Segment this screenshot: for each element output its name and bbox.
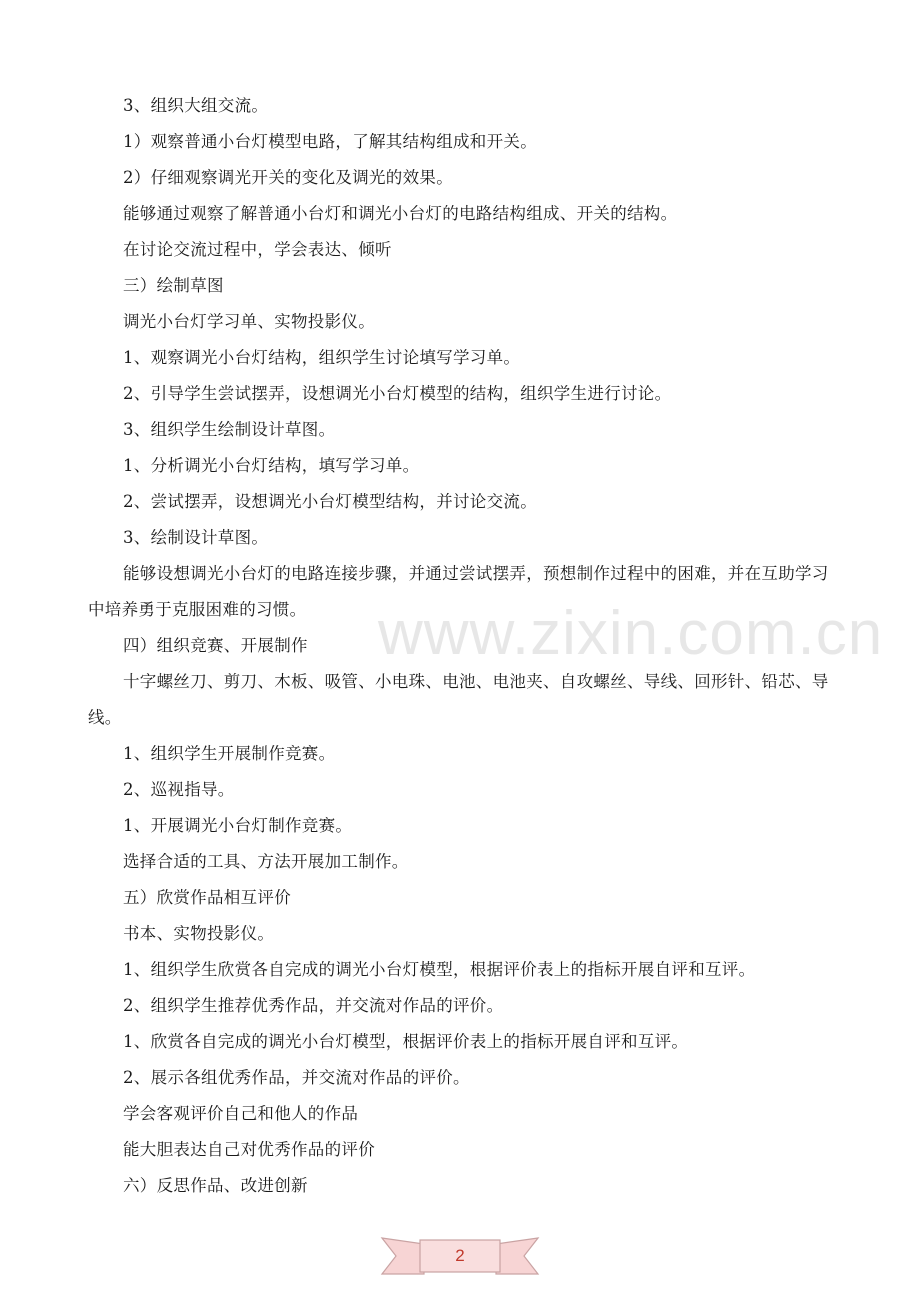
paragraph: 调光小台灯学习单、实物投影仪。 — [123, 312, 375, 331]
paragraph: 3、绘制设计草图。 — [123, 528, 269, 547]
paragraph: 选择合适的工具、方法开展加工制作。 — [123, 852, 409, 871]
paragraph: 能够设想调光小台灯的电路连接步骤，并通过尝试摆弄，预想制作过程中的困难，并在互助学习中培养勇于克服困难的习惯。 — [88, 564, 829, 619]
paragraph: 1、观察调光小台灯结构，组织学生讨论填写学习单。 — [123, 348, 521, 367]
section-heading: 四）组织竞赛、开展制作 — [123, 636, 308, 655]
paragraph: 2、展示各组优秀作品，并交流对作品的评价。 — [123, 1068, 470, 1087]
paragraph: 十字螺丝刀、剪刀、木板、吸管、小电珠、电池、电池夹、自攻螺丝、导线、回形针、铅芯、导线。 — [88, 672, 829, 727]
paragraph: 在讨论交流过程中，学会表达、倾听 — [123, 240, 392, 259]
section-heading: 三）绘制草图 — [123, 276, 224, 295]
paragraph: 能够通过观察了解普通小台灯和调光小台灯的电路结构组成、开关的结构。 — [123, 204, 678, 223]
paragraph: 3、组织大组交流。 — [123, 96, 269, 115]
document-body — [88, 88, 838, 1204]
section-heading: 六）反思作品、改进创新 — [123, 1176, 308, 1195]
paragraph: 能大胆表达自己对优秀作品的评价 — [123, 1140, 375, 1159]
paragraph: 2）仔细观察调光开关的变化及调光的效果。 — [123, 168, 453, 187]
paragraph: 书本、实物投影仪。 — [123, 924, 275, 943]
paragraph: 2、引导学生尝试摆弄，设想调光小台灯模型的结构，组织学生进行讨论。 — [123, 384, 672, 403]
paragraph: 2、巡视指导。 — [123, 780, 235, 799]
paragraph: 2、尝试摆弄，设想调光小台灯模型结构，并讨论交流。 — [123, 492, 537, 511]
paragraph: 1、分析调光小台灯结构，填写学习单。 — [123, 456, 420, 475]
paragraph: 3、组织学生绘制设计草图。 — [123, 420, 336, 439]
paragraph: 1、组织学生开展制作竞赛。 — [123, 744, 336, 763]
paragraph: 1、组织学生欣赏各自完成的调光小台灯模型，根据评价表上的指标开展自评和互评。 — [123, 960, 756, 979]
paragraph: 1）观察普通小台灯模型电路，了解其结构组成和开关。 — [123, 132, 537, 151]
paragraph: 1、开展调光小台灯制作竞赛。 — [123, 816, 353, 835]
watermark: www.zixin.com.cn — [378, 599, 884, 668]
page-number: 2 — [455, 1246, 465, 1265]
paragraph: 2、组织学生推荐优秀作品，并交流对作品的评价。 — [123, 996, 504, 1015]
paragraph: 1、欣赏各自完成的调光小台灯模型，根据评价表上的指标开展自评和互评。 — [123, 1032, 689, 1051]
paragraph: 学会客观评价自己和他人的作品 — [123, 1104, 359, 1123]
section-heading: 五）欣赏作品相互评价 — [123, 888, 291, 907]
